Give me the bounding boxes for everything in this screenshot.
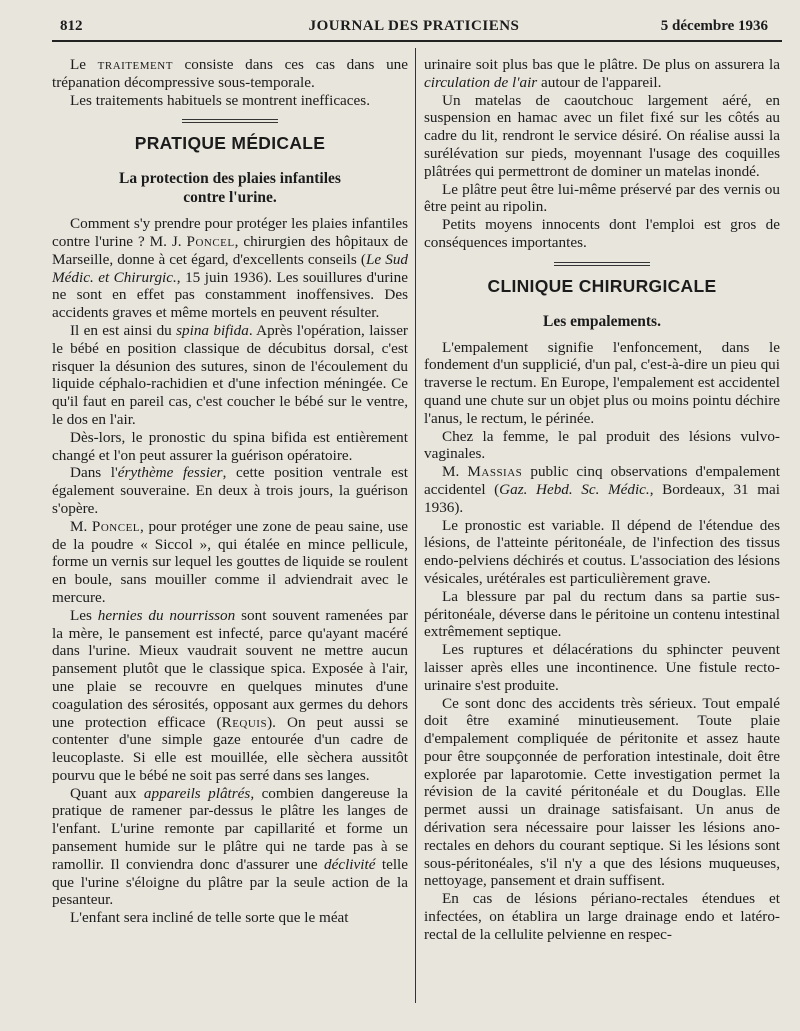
body-paragraph: Les ruptures et délacérations du sphincter peuvent laisser après elles une incontinence. Une fistule recto-urinaire s'est produite. [424,641,780,694]
author-name: Poncel [186,232,235,250]
citation: Le Sud Médic. et Chirurgic. [52,250,408,286]
section-title-pratique: PRATIQUE MÉDICALE [134,133,326,154]
body-paragraph: Le pronostic est variable. Il dépend de l'étendue des lésions, de l'atteinte péritonéale, de l'infection des tissus endo-pelviens déchirés et coutus. L'association des lésions vésicales, urétérales est particulièrement grave. [424,516,780,587]
body-paragraph: Il en est ainsi du spina bifida. Après l'opération, laisser le bébé en position classique de décubitus dorsal, c'est risquer la désunion des sutures, sinon de l'écoulement du liquide céphalo-rachidien et d'une infection méningée. Ce qu'il faut en pareil cas, c'est coucher le bébé sur le ventre, le dos en l'air. [52,321,408,428]
author-name: Poncel [91,517,141,535]
body-paragraph: L'enfant sera incliné de telle sorte que le méat [70,909,349,927]
body-paragraph: Petits moyens innocents dont l'emploi est gros de conséquences importantes. [424,216,780,251]
body-paragraph: M. Massias public cinq observations d'empalement accidentel (Gaz. Hebd. Sc. Médic., Bordeaux, 31 mai 1936). [424,463,780,516]
intro-paragraph-1: Le traitement consiste dans ces cas dans une trépanation décompressive sous-temporale. [52,56,408,91]
body-paragraph: Le plâtre peut être lui-même préservé par des vernis ou être peint au ripolin. [424,180,780,216]
body-paragraph: Comment s'y prendre pour protéger les plaies infantiles contre l'urine ? M. J. Poncel, chirurgien des hôpitaux de Marseille, donne à cet égard, d'excellents conseils (Le Sud Médic. et Chirurgic., 15 juin 1936). Les souillures d'urine ne sont en effet pas constamment inoffensives. Des accidents graves et même mortels en peuvent résulter. [52,215,408,322]
citation: Gaz. Hebd. Sc. Médic. [499,480,650,498]
continued-paragraph: urinaire soit plus bas que le plâtre. De plus on assurera la circulation de l'air autour de l'appareil. [424,56,780,91]
body-paragraph: Dès-lors, le pronostic du spina bifida est entièrement changé et l'on peut assurer la guérison opératoire. [52,428,408,464]
body-paragraph: Un matelas de caoutchouc largement aéré, en suspension en hamac avec un filet fixé sur les côtés au cadre du lit, rendront le service désiré. On réalise aussi la surélévation sur pieds, moyennant l'usage des coquilles plâtrées qui permettront de dominer un matelas inondé. [424,91,780,180]
author-name: Requis [221,713,268,731]
intro-paragraph-2: Les traitements habituels se montrent inefficaces. [70,91,370,109]
body-paragraph: En cas de lésions périano-rectales étendues et infectées, on établira un large drainage endo et latéro-rectal de la cellulite pelvienne en respec- [424,890,780,943]
page-header [60,18,768,42]
section-separator [182,119,278,123]
section-separator [554,262,650,266]
page-number: 812 [60,18,83,34]
body-paragraph: Les hernies du nourrisson sont souvent ramenées par la mère, le pansement est infecté, parce qu'ayant macéré dans l'urine. Mieux vaudrait souvent ne mettre aucun pansement plutôt que le classique spica. Exposée à l'air, une plaie se recouvre en quelques minutes d'une coagulation des sérosités, opposant aux germes du dehors une protection efficace (Requis). On peut aussi se contenter d'une simple gaze entourée d'un cadre de leucoplaste. Si elle est mouillée, elle sèchera aussitôt pourvu que le bébé ne soit pas serré dans ses langes. [52,606,408,784]
header-rule [52,40,782,42]
journal-title: JOURNAL DES PRATICIENS [308,18,520,34]
column-separator [415,48,416,1003]
author-name: Massias [467,463,523,481]
body-paragraph: Chez la femme, le pal produit des lésions vulvo-vaginales. [424,427,780,463]
article-title-empalements: Les empalements. [543,312,661,330]
small-caps-term: traitement [97,56,173,73]
section-title-clinique: CLINIQUE CHIRURGICALE [487,275,717,296]
body-paragraph: Quant aux appareils plâtrés, combien dangereuse la pratique de ramener par-dessus le plâtre les langes de l'enfant. L'urine remonte par capillarité et forme un pansement humide sur le plâtre qui ne tarde pas à se ramollir. Il conviendra donc d'assurer une déclivité telle que l'urine s'éloigne du plâtre par la seule action de la pesanteur. [52,784,409,909]
body-paragraph: Ce sont donc des accidents très sérieux. Tout empalé doit être examiné minutieusement. Toute plaie d'empalement compliquée de péritonite et assez haute pour être soupçonnée de perforation intestinale, doit être explorée par laparotomie. Cette investigation permet la révision de la cavité péritonéale et du Douglas. Elle permet aussi un drainage satisfaisant. Un anus de dérivation sera nécessaire pour laisser les lésions ano-rectales en dehors du courant septique. Si les lésions sont sous-péritonéales, s'il n'y a que des lésions muqueuses, nettoyage, pansement et drain suffisent. [424,694,780,890]
article-title-protection: La protection des plaies infantiles contre l'urine. [119,170,341,207]
left-column [52,56,408,927]
body-paragraph: Dans l'érythème fessier, cette position ventrale est également souveraine. En deux à trois jours, la guérison s'opère. [52,464,409,517]
body-paragraph: La blessure par pal du rectum dans sa partie sus-péritonéale, déverse dans le péritoine un contenu intestinal extrêmement septique. [424,587,780,641]
issue-date: 5 décembre 1936 [660,18,768,34]
right-column [424,56,780,944]
body-paragraph: L'empalement signifie l'enfoncement, dans le fondement d'un supplicié, d'un pal, c'est-à-dire un pieu qui traverse le rectum. En Europe, l'empalement est accidentel quand une chute sur un objet plus ou moins pointu déchire l'anus, le rectum, le périnée. [424,338,780,427]
body-paragraph: M. Poncel, pour protéger une zone de peau saine, use de la poudre « Siccol », qui étalée en mince pellicule, forme un vernis sur lequel les gouttes de liquide se roulent en boule, sans mouiller comme il adviendrait avec le mercure. [52,517,408,606]
